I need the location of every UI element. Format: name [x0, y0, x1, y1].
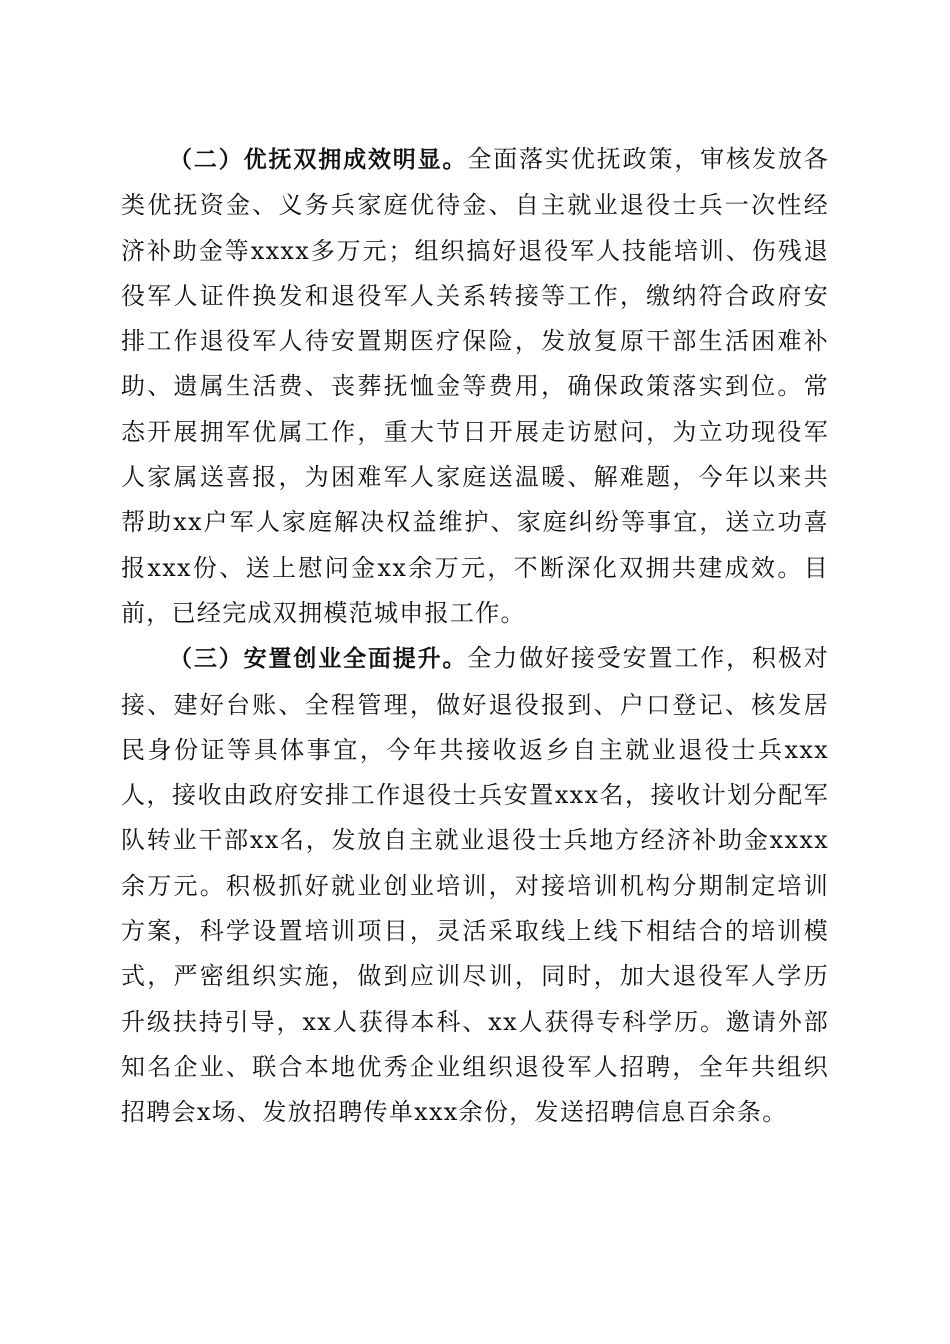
- document-body: [121, 137, 829, 1136]
- section-heading-3: （三）安置创业全面提升。: [169, 646, 468, 673]
- section-body-2: 全面落实优抚政策，审核发放各类优抚资金、义务兵家庭优待金、自主就业退役士兵一次性经济补助金等xxxx多万元；组织搞好退役军人技能培训、伤残退役军人证件换发和退役军人关系转接等工作，缴纳符合政府安排工作退役军人待安置期医疗保险，发放复原干部生活困难补助、遗属生活费、丧葬抚恤金等费用，确保政策落实到位。常态开展拥军优属工作，重大节日开展走访慰问，为立功现役军人家属送喜报，为困难军人家庭送温暖、解难题，今年以来共帮助xx户军人家庭解决权益维护、家庭纠纷等事宜，送立功喜报xxx份、送上慰问金xx余万元，不断深化双拥共建成效。目前，已经完成双拥模范城申报工作。: [121, 145, 829, 627]
- section-paragraph-3: [121, 636, 829, 1135]
- section-paragraph-2: [121, 137, 829, 636]
- section-body-3: 全力做好接受安置工作，积极对接、建好台账、全程管理，做好退役报到、户口登记、核发居民身份证等具体事宜，今年共接收返乡自主就业退役士兵xxx人，接收由政府安排工作退役士兵安置xxx名，接收计划分配军队转业干部xx名，发放自主就业退役士兵地方经济补助金xxxx余万元。积极抓好就业创业培训，对接培训机构分期制定培训方案，科学设置培训项目，灵活采取线上线下相结合的培训模式，严密组织实施，做到应训尽训，同时，加大退役军人学历升级扶持引导，xx人获得本科、xx人获得专科学历。邀请外部知名企业、联合本地优秀企业组织退役军人招聘，全年共组织招聘会x场、发放招聘传单xxx余份，发送招聘信息百余条。: [121, 644, 829, 1127]
- section-heading-2: （二）优抚双拥成效明显。: [169, 147, 468, 173]
